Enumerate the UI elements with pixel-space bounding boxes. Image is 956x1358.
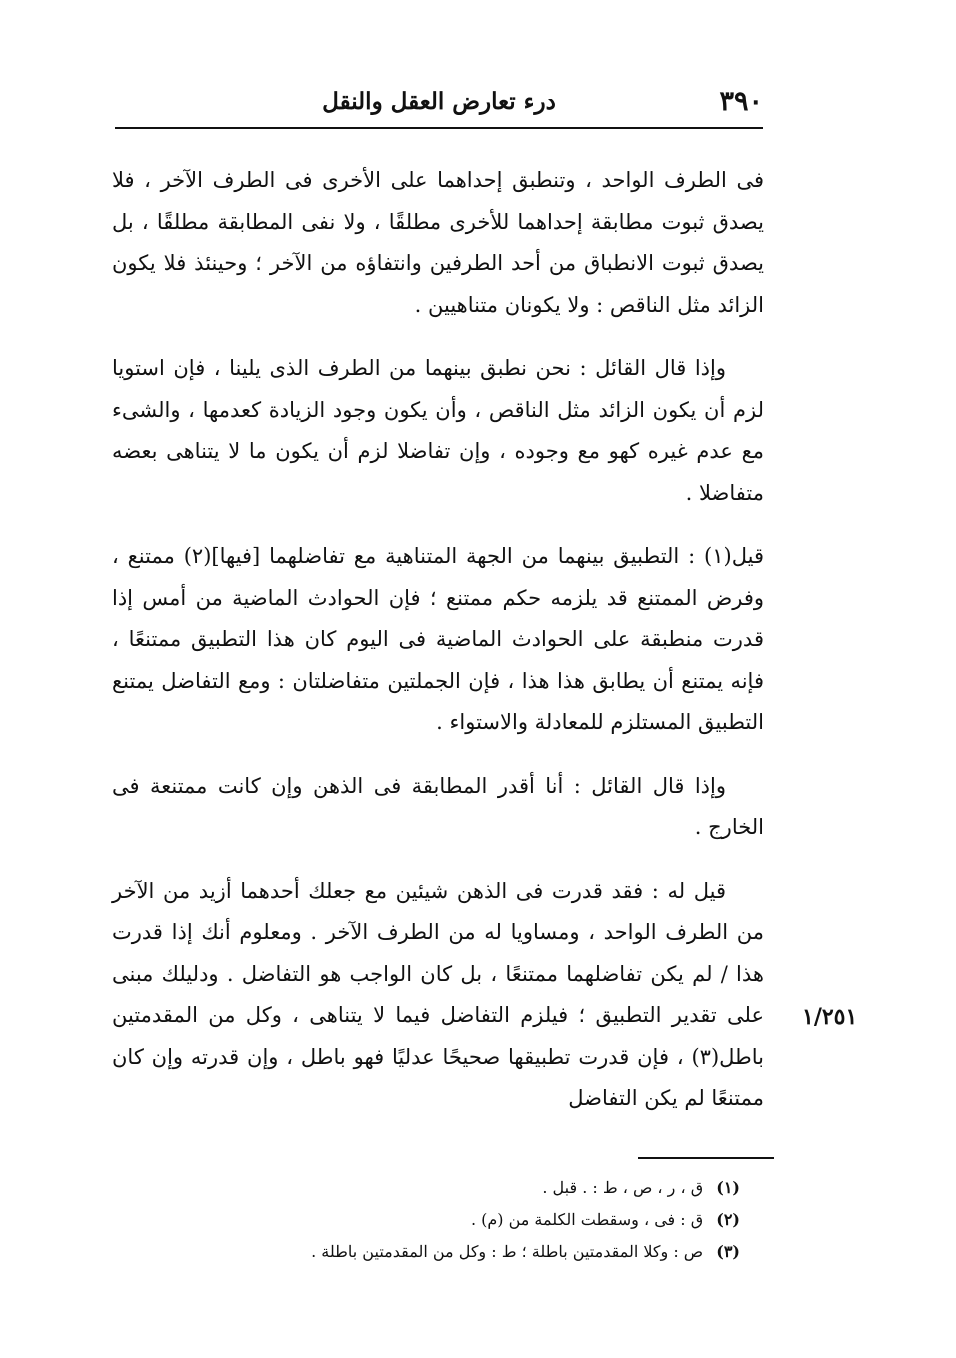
footnote-text: ق ، ر ، ص ، ط : . قبل .	[542, 1178, 704, 1197]
footnote-2	[260, 1204, 740, 1236]
footnote-number: (١)	[716, 1178, 740, 1197]
paragraph-1: فى الطرف الواحد ، وتنطبق إحداهما على الأخرى فى الطرف الآخر ، فلا يصدق ثبوت مطابقة إحداهما للأخرى مطلقًا ، ولا نفى المطابقة مطلقًا ، بل يصدق ثبوت الانطباق من أحد الطرفين وانتفاؤه من الآخر ؛ وحينئذ فلا يكون الزائد مثل الناقص : ولا يكونان متناهيين .	[112, 168, 764, 317]
page-number: ٣٩٠	[719, 86, 763, 117]
footnotes	[260, 1172, 740, 1268]
paragraph-5: قيل له : فقد قدرت فى الذهن شيئين مع جعلك أحدهما أزيد من الآخر من الطرف الواحد ، ومساويا له من الطرف الآخر . ومعلوم أنك إذا قدرت هذا / لم يكن تفاضلهما ممتنعًا ، بل كان الواجب هو التفاضل . ودليلك مبنى على تقدير التطبيق ؛ فيلزم التفاضل فيما لا يتناهى ، وكل من المقدمتين باطل(٣) ، فإن قدرت تطبيقها صحيحًا عدليًا فهو باطل ، وإن قدرته وإن كان ممتنعًا لم يكن التفاضل	[112, 878, 764, 1110]
body-text	[112, 160, 764, 1142]
running-title: درء تعارض العقل والنقل	[322, 88, 556, 115]
manuscript-folio-note: ١/٢٥١	[802, 1004, 858, 1030]
footnote-text: ص : وكلا المقدمتين باطلة ؛ ط : وكل من المقدمتين باطلة .	[311, 1242, 704, 1261]
paragraph-3: قيل(١) : التطبيق بينهما من الجهة المتناهية مع تفاضلهما [فيها](٢) ممتنع ، وفرض الممتنع قد يلزمه حكم ممتنع ؛ فإن الحوادث الماضية من أمس إذا قدرت منطبقة على الحوادث الماضية فى اليوم كان هذا التطبيق ممتنعًا ، فإنه يمتنع أن يطابق هذا هذا ، فإن الجملتين متفاضلتان : ومع التفاضل يمتنع التطبيق المستلزم للمعادلة والاستواء .	[112, 544, 764, 734]
footnote-number: (٣)	[716, 1242, 740, 1261]
footnote-3	[260, 1236, 740, 1268]
header-rule	[115, 127, 763, 129]
paragraph-4: وإذا قال القائل : أنا أقدر المطابقة فى الذهن وإن كانت ممتنعة فى الخارج .	[112, 773, 764, 839]
paragraph-2: وإذا قال القائل : نحن نطبق بينهما من الطرف الذى يلينا ، فإن استويا لزم أن يكون الزائد مثل الناقص ، وأن يكون وجود الزيادة كعدمها ، والشىء مع عدم غيره كهو مع وجوده ، وإن تفاضلا لزم أن يكون ما لا يتناهى بعضه متفاضلا .	[112, 356, 764, 505]
footnote-text: ق : فى ، وسقطت الكلمة من (م) .	[470, 1210, 704, 1229]
page-header	[115, 82, 763, 122]
footnote-1	[260, 1172, 740, 1204]
footnote-number: (٢)	[716, 1210, 740, 1229]
footnote-rule	[638, 1157, 774, 1159]
